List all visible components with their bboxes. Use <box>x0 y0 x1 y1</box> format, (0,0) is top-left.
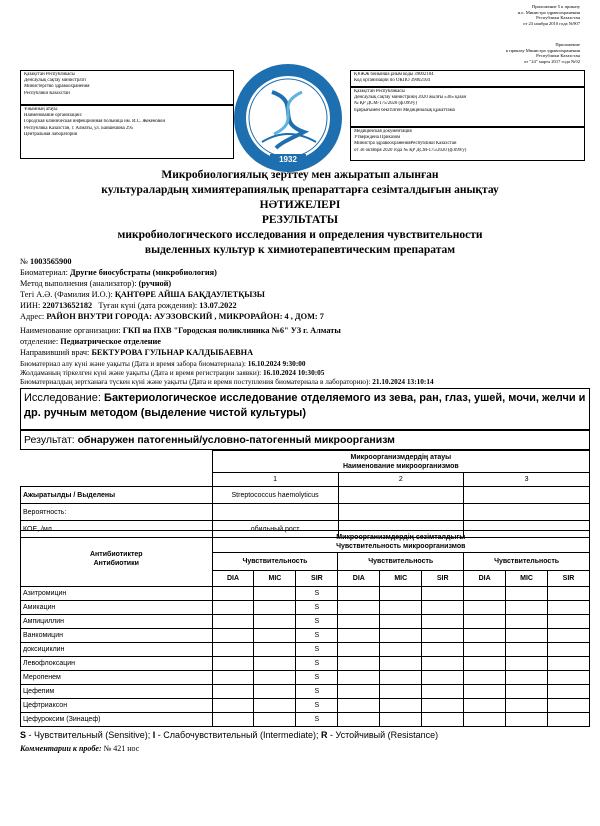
text-line: Денсаулық сақтау министрінің 2020 жылғы «30» қазан <box>354 95 467 101</box>
cell <box>254 615 296 629</box>
cell <box>464 713 506 727</box>
sir-legend: S - Чувствительный (Sensitive); I - Слабочувствительный (Intermediate); R - Устойчивый (Resistance) <box>20 730 439 740</box>
sir-cell: S <box>296 657 338 671</box>
text-line: Министра здравоохраненияРеспублики Казахстан <box>354 141 457 147</box>
cell <box>212 643 254 657</box>
cell <box>548 657 590 671</box>
antibiotic-name: Левофлоксацин <box>21 657 213 671</box>
micro-col-1: 1 <box>212 473 338 487</box>
table-row <box>21 713 590 727</box>
table-row <box>21 487 590 504</box>
table-row <box>21 657 590 671</box>
cell <box>254 629 296 643</box>
cell <box>212 713 254 727</box>
text-line: РЕЗУЛЬТАТЫ <box>261 214 339 226</box>
cell <box>548 615 590 629</box>
cell <box>464 629 506 643</box>
text-line: Приложение <box>555 42 580 47</box>
document-title <box>0 168 600 258</box>
cell <box>548 629 590 643</box>
sub-header-sir: SIR <box>422 571 464 587</box>
cell <box>464 685 506 699</box>
micro-header: Микроорганизмдердің атауы Наименование микроорганизмов <box>212 451 589 473</box>
antibiotic-name: Цефуроксим (Зинацеф) <box>21 713 213 727</box>
antibiotic-name: Меропенем <box>21 671 213 685</box>
cell <box>254 699 296 713</box>
cell <box>380 587 422 601</box>
cell <box>506 615 548 629</box>
patient-name-field: Тегі А.Ә. (Фамилия И.О.): ҚАНТӨРЕ АЙША БАҚДАУЛЕТҚЫЗЫ <box>20 290 265 299</box>
table-row <box>21 671 590 685</box>
cell <box>254 713 296 727</box>
cell <box>506 643 548 657</box>
micro-col-3: 3 <box>464 473 590 487</box>
cell <box>422 671 464 685</box>
cell <box>338 643 380 657</box>
cell <box>338 487 464 504</box>
text-line: Наименование организации: <box>24 113 83 119</box>
cell <box>422 587 464 601</box>
antibiotic-name: Цефепим <box>21 685 213 699</box>
text-line: НӘТИЖЕЛЕРІ <box>259 199 341 211</box>
cell <box>338 671 380 685</box>
med-doc-ru-box <box>350 127 585 161</box>
antibiotic-table <box>20 530 590 727</box>
table-row <box>21 685 590 699</box>
text-line: Қазақстан Республикасы <box>24 72 75 77</box>
sample-comment: Комментарии к пробе: № 421 нос <box>20 744 140 753</box>
research-block <box>20 388 590 430</box>
text-line: культуралардың химиятерапиялық препараттарға сезімталдығын анықтау <box>101 184 499 196</box>
cell <box>464 587 506 601</box>
sub-header-sir: SIR <box>296 571 338 587</box>
cell <box>548 699 590 713</box>
okpo-box <box>350 70 585 87</box>
sir-cell: S <box>296 615 338 629</box>
text-line: выделенных культур к химиотерапевтическим препаратам <box>144 244 456 256</box>
text-line: бұйрығымен бекітілген Медициналық құжаттама <box>354 107 455 113</box>
text-line: от 23 ноября 2010 года №907 <box>523 20 580 26</box>
cell <box>212 587 254 601</box>
table-row <box>21 504 590 521</box>
cell <box>422 657 464 671</box>
cell <box>338 504 464 521</box>
order-number: № 1003565900 <box>20 257 72 266</box>
text-line: Министерство здравоохранения <box>24 84 90 90</box>
table-row <box>21 615 590 629</box>
order-note-top <box>518 4 580 26</box>
text-line: Утверждена Приказом <box>354 135 401 141</box>
row-label: Ажыратылды / Выделены <box>21 487 213 504</box>
sub-header-mic: MIC <box>380 571 422 587</box>
cell <box>212 657 254 671</box>
dna-emblem-icon <box>232 62 344 174</box>
antibiotic-name: Ванкомицин <box>21 629 213 643</box>
cell <box>422 615 464 629</box>
research-label: Исследование: <box>24 392 105 404</box>
cell <box>506 629 548 643</box>
cell <box>506 713 548 727</box>
iin-field: ИИН: 220713652182 Туған күні (дата рождения): 13.07.2022 <box>20 301 237 310</box>
collection-datetime: Биоматериал алу күні және уақыты (Дата и время забора биоматериала): 16.10.2024 9:30:00 <box>20 359 306 368</box>
sir-cell: S <box>296 629 338 643</box>
microorganism-table <box>20 450 590 538</box>
address-field: Адрес: РАЙОН ВНУТРИ ГОРОДА: АУЭЗОВСКИЙ , МИКРОРАЙОН: 4 , ДОМ: 7 <box>20 312 324 321</box>
text-line: Республика Казахстан, г. Алматы, ул. Байшешова 295 <box>24 125 134 131</box>
cell <box>380 713 422 727</box>
table-row <box>21 587 590 601</box>
cell <box>380 685 422 699</box>
cell <box>548 587 590 601</box>
table-row <box>21 699 590 713</box>
cell <box>212 685 254 699</box>
table-row <box>21 629 590 643</box>
lab-arrival-datetime: Биоматериалдың зертханаға түскен күні және уақыты (Дата и время поступления биоматериала в лабораторию): 21.10.2024 13:10:14 <box>20 377 434 386</box>
cell <box>338 629 380 643</box>
cell <box>506 587 548 601</box>
text-line: ҚҰЖЖ бойынша ұйым коды 39002104 <box>354 72 434 77</box>
cell <box>338 713 380 727</box>
antibiotic-name: Амикацин <box>21 601 213 615</box>
antibiotic-name: Азитромицин <box>21 587 213 601</box>
cell <box>380 699 422 713</box>
cell <box>254 671 296 685</box>
cell <box>506 671 548 685</box>
text-line: к приказу Министра здравоохранения <box>505 47 580 53</box>
cell <box>422 699 464 713</box>
cell <box>338 685 380 699</box>
sir-cell: S <box>296 587 338 601</box>
sub-header-mic: MIC <box>254 571 296 587</box>
sub-header-dia: DIA <box>464 571 506 587</box>
ministry-box <box>20 70 234 105</box>
antibiotic-name: доксициклин <box>21 643 213 657</box>
cell <box>254 587 296 601</box>
cell <box>254 657 296 671</box>
text-line: от "24" марта 2017 года №92 <box>523 58 580 64</box>
result-label: Результат: <box>24 434 78 446</box>
cell <box>212 615 254 629</box>
cell <box>506 699 548 713</box>
method-field: Метод выполнения (анализатор): (ручной) <box>20 279 172 288</box>
cell <box>212 504 338 521</box>
cell <box>212 699 254 713</box>
cell <box>380 643 422 657</box>
row-label: КОЕ, /мл <box>21 521 213 538</box>
sub-header-mic: MIC <box>506 571 548 587</box>
sir-cell: S <box>296 643 338 657</box>
doctor-field: Направивший врач: БЕКТУРОВА ГУЛЬНАР КАЛДЫБАЕВНА <box>20 348 254 357</box>
text-line: Қазақстан Республикасы <box>354 89 405 94</box>
sub-header-sir: SIR <box>548 571 590 587</box>
sir-cell: S <box>296 713 338 727</box>
cell <box>548 685 590 699</box>
med-doc-kz-box <box>350 87 585 127</box>
sens-group-3: Чувствительность <box>464 553 590 571</box>
text-line: Республики Казахстан <box>536 15 580 21</box>
micro-col-2: 2 <box>338 473 464 487</box>
result-block <box>20 430 590 450</box>
cell <box>338 657 380 671</box>
cell <box>380 657 422 671</box>
sub-header-dia: DIA <box>212 571 254 587</box>
text-line: Микробиологиялық зерттеу мен ажыратып алынған <box>161 169 439 181</box>
cell <box>548 643 590 657</box>
cell <box>464 601 506 615</box>
text-line: и.о. Министра здравоохранения <box>517 9 580 15</box>
sens-group-2: Чувствительность <box>338 553 464 571</box>
text-line: Денсаулық сақтау министрлігі <box>24 78 87 84</box>
cell <box>422 601 464 615</box>
antibiotic-name: Цефтриаксон <box>21 699 213 713</box>
organization-box <box>20 105 234 159</box>
cell <box>422 685 464 699</box>
cell <box>464 657 506 671</box>
text-line: Республики Казахстан <box>24 90 70 96</box>
text-line: Медицинская документация <box>354 129 412 134</box>
cell: Streptococcus haemolyticus <box>212 487 338 504</box>
sub-header-dia: DIA <box>338 571 380 587</box>
cell <box>464 504 590 521</box>
sir-cell: S <box>296 685 338 699</box>
biomaterial-field: Биоматериал: Другие биосубстраты (микробиология) <box>20 268 217 277</box>
antibiotic-name: Ампициллин <box>21 615 213 629</box>
sir-cell: S <box>296 671 338 685</box>
cell <box>338 615 380 629</box>
sens-group-1: Чувствительность <box>212 553 338 571</box>
organization-field: Наименование организации: ГКП на ПХВ "Городская поликлиника №6" УЗ г. Алматы <box>20 326 341 335</box>
cell <box>464 615 506 629</box>
table-row <box>21 643 590 657</box>
text-line: Городская клиническая инфекционная больница им. И.С. Жекеновой <box>24 119 166 125</box>
text-line: Код организации по ОКПО 39002104 <box>354 78 430 84</box>
cell <box>464 699 506 713</box>
cell <box>212 601 254 615</box>
cell <box>506 657 548 671</box>
cell <box>422 629 464 643</box>
cell <box>212 629 254 643</box>
cell <box>212 671 254 685</box>
emblem-year: 1932 <box>279 155 297 164</box>
cell: обильный рост <box>212 521 338 538</box>
cell <box>380 615 422 629</box>
text-line: Республики Казахстан <box>536 53 580 59</box>
text-line: от 30 октября 2020 года № ҚР ДСМ-175/2020 (ф.099/у) <box>354 147 467 153</box>
cell <box>422 713 464 727</box>
cell <box>506 685 548 699</box>
text-line: № ҚР ДСМ-175/2020 (ф.099/у) <box>354 101 417 107</box>
cell <box>464 671 506 685</box>
cell <box>380 671 422 685</box>
registration-datetime: Жолдаманың тіркелген күні және уақыты (Дата и время регистрации заявки): 16.10.2024 10:30:05 <box>20 368 325 377</box>
result-value: обнаружен патогенный/условно-патогенный микроорганизм <box>77 434 395 446</box>
cell <box>548 671 590 685</box>
research-value: Бактериологическое исследование отделяемого из зева, ран, глаз, ушей, мочи, желчи и др. ручным методом (выделение чистой культуры) <box>24 392 586 419</box>
cell <box>548 601 590 615</box>
cell <box>380 629 422 643</box>
antibiotics-header: Антибиотиктер Антибиотики <box>21 531 213 587</box>
department-field: отделение: Педиатрическое отделение <box>20 337 161 346</box>
cell <box>254 685 296 699</box>
sensitivity-header: Микроорганизмдердің сезімталдығы Чувствительность микроорганизмов <box>212 531 589 553</box>
cell <box>338 601 380 615</box>
cell <box>464 487 590 504</box>
sir-cell: S <box>296 699 338 713</box>
text-line: Приложение 5 к приказу <box>531 4 580 9</box>
cell <box>506 601 548 615</box>
cell <box>380 601 422 615</box>
text-line: Ұйымның атауы <box>24 107 58 112</box>
cell <box>464 643 506 657</box>
table-row <box>21 601 590 615</box>
sir-cell: S <box>296 601 338 615</box>
text-line: микробиологического исследования и определения чувствительности <box>117 229 483 241</box>
cell <box>338 587 380 601</box>
text-line: Центральная лаборатория <box>24 131 77 137</box>
cell <box>338 699 380 713</box>
cell <box>254 643 296 657</box>
cell <box>254 601 296 615</box>
cell <box>422 643 464 657</box>
order-note-bottom <box>506 42 580 64</box>
row-label: Вероятность: <box>21 504 213 521</box>
cell <box>548 713 590 727</box>
